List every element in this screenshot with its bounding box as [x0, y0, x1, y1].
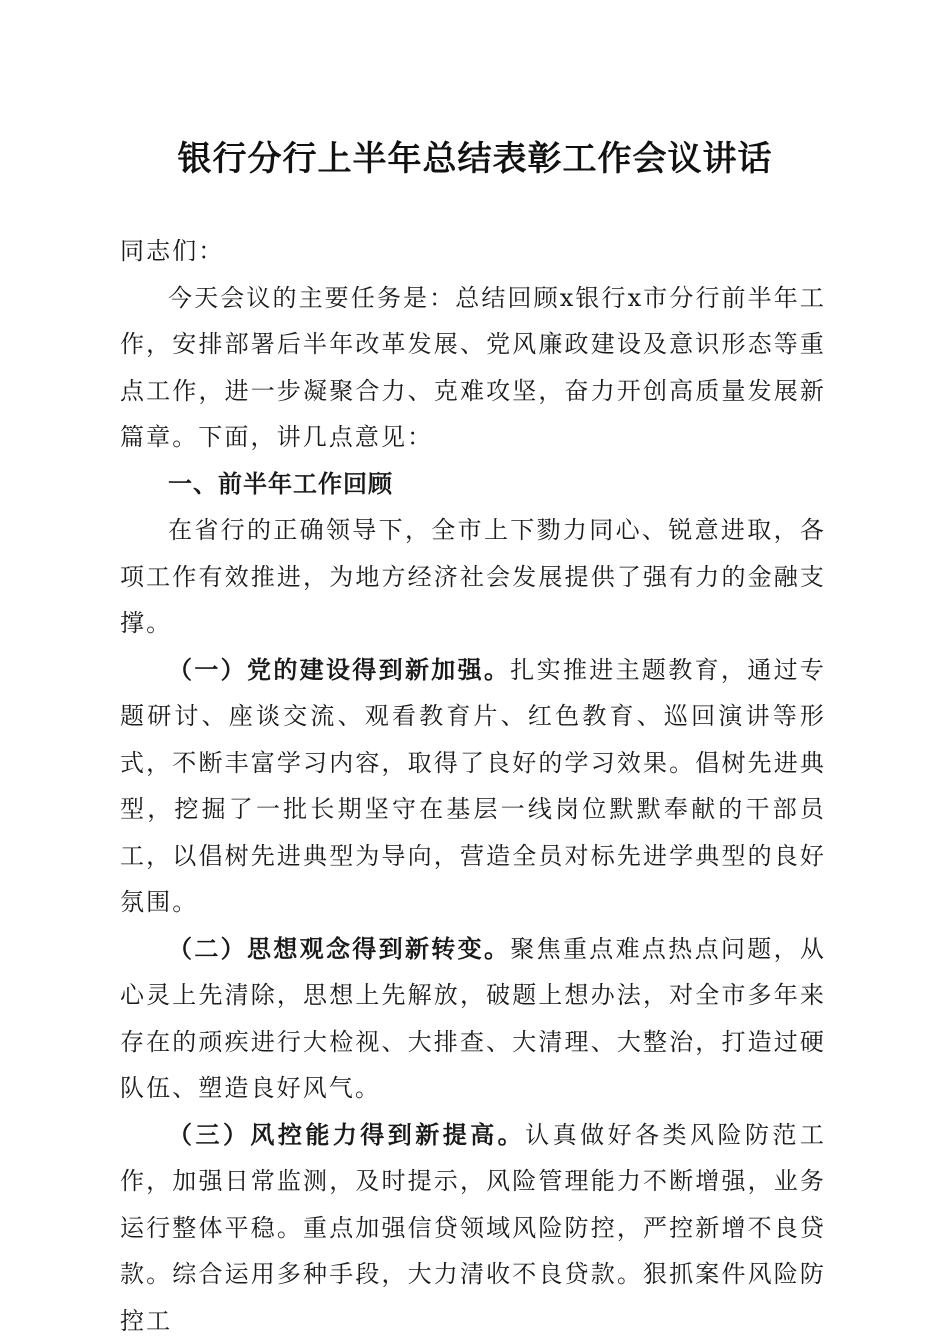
item-lead: （二）思想观念得到新转变。 [168, 933, 511, 963]
section-intro-paragraph: 在省行的正确领导下，全市上下勠力同心、锐意进取，各项工作有效推进，为地方经济社会发展提供了强有力的金融支撑。 [120, 516, 826, 637]
item-body: 认真做好各类风险防范工作，加强日常监测，及时提示，风险管理能力不断增强，业务运行整体平稳。重点加强信贷领域风险防控，严控新增不良贷款。综合运用多种手段，大力清收不良贷款。狠抓案件风险防控工 [120, 1120, 826, 1335]
item-paragraph [120, 1112, 826, 1344]
section-heading: 一、前半年工作回顾 [168, 469, 393, 498]
item-lead: （一）党的建设得到新加强。 [168, 654, 511, 684]
item-body: 扎实推进主题教育，通过专题研讨、座谈交流、观看教育片、红色教育、巡回演讲等形式，不断丰富学习内容，取得了良好的学习效果。倡树先进典型，挖掘了一批长期坚守在基层一线岗位默默奉献的干部员工，以倡树先进典型为导向，营造全员对标先进学典型的良好氛围。 [120, 655, 826, 916]
document-title: 银行分行上半年总结表彰工作会议讲话 [177, 139, 773, 179]
document-body [120, 228, 826, 1344]
item-lead: （三）风控能力得到新提高。 [168, 1119, 526, 1149]
intro-paragraph: 今天会议的主要任务是：总结回顾x银行x市分行前半年工作，安排部署后半年改革发展、党风廉政建设及意识形态等重点工作，进一步凝聚合力、克难攻坚，奋力开创高质量发展新篇章。下面，讲几点意见： [120, 283, 826, 451]
item-paragraph [120, 647, 826, 926]
salutation: 同志们： [120, 237, 225, 265]
item-paragraph [120, 926, 826, 1112]
item-body: 聚焦重点难点热点问题，从心灵上先清除，思想上先解放，破题上想办法，对全市多年来存在的顽疾进行大检视、大排查、大清理、大整治，打造过硬队伍、塑造良好风气。 [120, 934, 826, 1102]
